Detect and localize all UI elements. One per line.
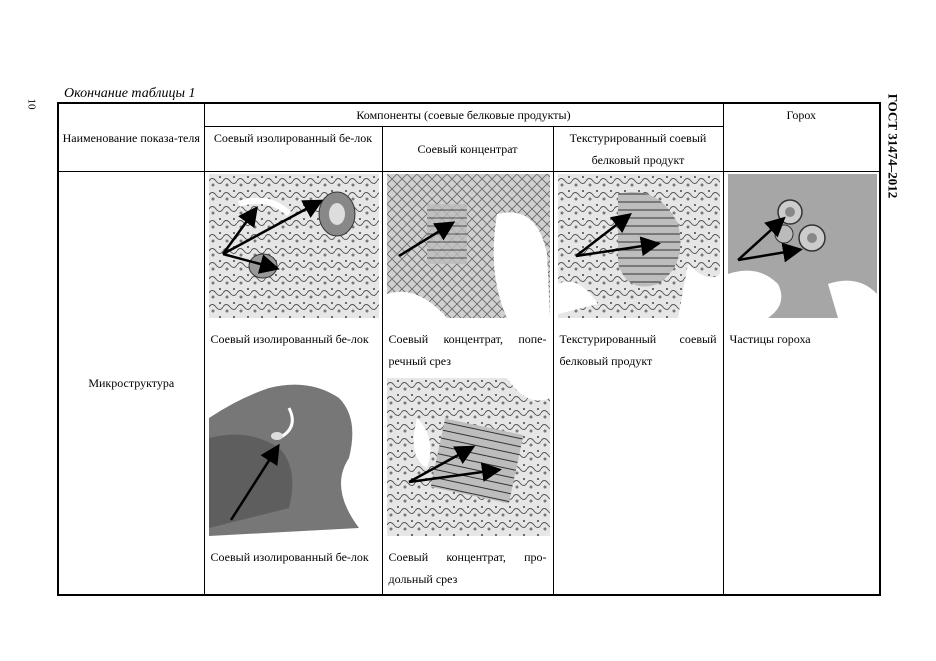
microstructure-table — [57, 102, 881, 596]
caption-soy-isolate-2: Соевый изолированный бе-лок — [210, 550, 369, 564]
cell-soy-concentrate — [382, 172, 553, 596]
cell-pea — [723, 172, 880, 596]
header-soy-isolate: Соевый изолированный бе-лок — [204, 127, 382, 172]
micrograph-soy-concentrate-cross — [383, 172, 553, 322]
header-soy-concentrate: Соевый концентрат — [382, 127, 553, 172]
micrograph-soy-isolate-2 — [205, 376, 382, 540]
header-pea: Горох — [723, 103, 880, 172]
row-label-microstructure: Микроструктура — [58, 172, 204, 596]
caption-soy-concentrate-cross: Соевый концентрат, попе-речный срез — [388, 332, 547, 368]
header-components: Компоненты (соевые белковые продукты) — [204, 103, 723, 127]
micrograph-soy-concentrate-long — [383, 376, 553, 540]
caption-soy-isolate-1: Соевый изолированный бе-лок — [210, 332, 369, 346]
caption-textured-soy: Текстурированный соевый белковый продукт — [559, 332, 717, 368]
micrograph-textured-soy — [554, 172, 723, 322]
caption-soy-concentrate-long: Соевый концентрат, про-дольный срез — [388, 550, 547, 586]
cell-textured-soy — [553, 172, 723, 596]
cell-soy-isolate — [204, 172, 382, 596]
header-indicator: Наименование показа-теля — [58, 103, 204, 172]
page-number: 10 — [25, 98, 38, 110]
micrograph-pea — [724, 172, 880, 322]
table-caption: Окончание таблицы 1 — [64, 86, 196, 101]
document-code: ГОСТ 31474–2012 — [885, 93, 901, 199]
micrograph-soy-isolate-1 — [205, 172, 382, 322]
header-textured-soy: Текстурированный соевый белковый продукт — [553, 127, 723, 172]
caption-pea: Частицы гороха — [729, 332, 811, 346]
